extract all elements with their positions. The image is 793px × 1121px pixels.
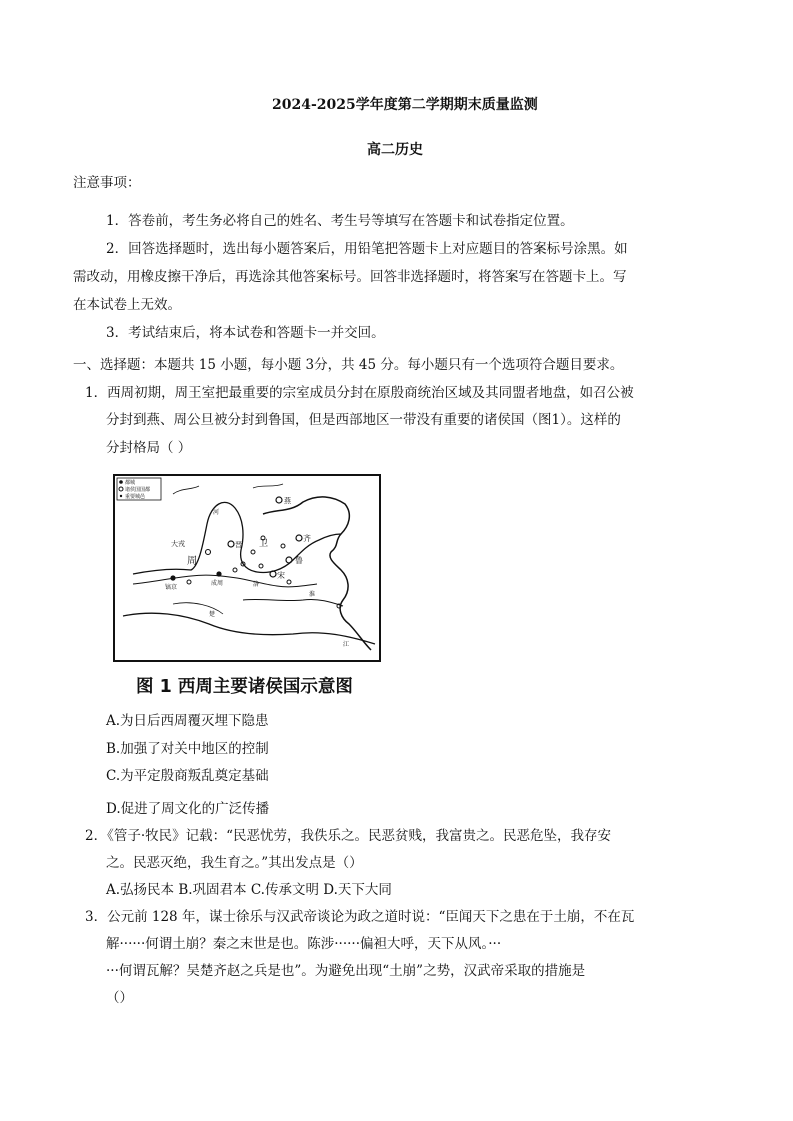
q3-line-3: ···何谓瓦解？吴楚齐赵之兵是也”。为避免出现“土崩”之势，汉武帝采取的措施是: [106, 963, 586, 979]
figure-caption: 图 1 西周主要诸侯国示意图: [136, 677, 353, 697]
legend-capital: 都城: [125, 480, 136, 486]
q1-option-b: B.加强了对关中地区的控制: [106, 741, 269, 757]
label-jiang: 江: [343, 641, 350, 648]
q3-line-2: 解······何谓土崩？秦之末世是也。陈涉······偏袒大呼，天下从风。···: [106, 936, 502, 952]
q1-line-3: 分封格局（ ）: [106, 440, 192, 456]
q1-option-c: C.为平定殷商叛乱奠定基础: [106, 768, 269, 784]
label-darong: 大戎: [171, 540, 185, 548]
exam-title: 2024-2025学年度第二学期期末质量监测: [272, 97, 538, 113]
label-chengzhou: 成周: [211, 580, 224, 587]
label-zhou: 周: [187, 556, 197, 567]
label-haojing: 镐京: [165, 584, 178, 591]
label-luo: 洛: [253, 581, 260, 588]
q2-options: A.弘扬民本 B.巩固君本 C.传承文明 D.天下大同: [106, 882, 392, 898]
label-qi: 齐: [303, 534, 311, 543]
q3-line-1: 3．公元前 128 年，谋士徐乐与汉武帝谈论为政之道时说：“臣闻天下之患在于土崩，不在瓦: [85, 909, 635, 925]
section-heading: 一、选择题：本题共 15 小题，每小题 3分，共 45 分。每小题只有一个选项符合题目要求。: [73, 357, 624, 373]
legend-city: 重要城邑: [125, 494, 146, 500]
subject-title: 高二历史: [367, 142, 423, 158]
label-jin: 晋: [235, 541, 242, 549]
western-zhou-map: [113, 474, 381, 662]
q3-line-4: （）: [106, 990, 133, 1006]
label-huai: 淮: [309, 591, 316, 598]
notice-item-2-line-1: 2．回答选择题时，选出每小题答案后，用铅笔把答题卡上对应题目的答案标号涂黑。如: [106, 241, 628, 257]
q1-line-2: 分封到燕、周公旦被分封到鲁国，但是西部地区一带没有重要的诸侯国（图1）。这样的: [106, 412, 621, 428]
notice-item-2-line-3: 在本试卷上无效。: [73, 297, 181, 313]
label-chu: 楚: [209, 611, 216, 618]
notice-item-1: 1．答卷前，考生务必将自己的姓名、考生号等填写在答题卡和试卷指定位置。: [106, 213, 574, 229]
q2-line-2: 之。民恶灭绝，我生育之。”其出发点是（）: [106, 855, 363, 871]
label-lu: 鲁: [295, 556, 303, 565]
q1-line-1: 1．西周初期，周王室把最重要的宗室成员分封在原殷商统治区域及其同盟者地盘，如召公被: [85, 385, 634, 401]
legend-vassal-capital: 诸侯国国都: [125, 487, 151, 493]
q2-line-1: 2．《管子·牧民》记载：“民恶忧劳，我佚乐之。民恶贫贱，我富贵之。民恶危坠，我存安: [85, 828, 612, 844]
label-wei: 卫: [259, 539, 269, 549]
notice-heading: 注意事项：: [73, 175, 141, 191]
notice-item-3: 3．考试结束后，将本试卷和答题卡一并交回。: [106, 325, 385, 341]
label-yan: 燕: [284, 497, 291, 505]
label-he: 河: [213, 509, 220, 516]
label-song: 宋: [277, 571, 285, 580]
notice-item-2-line-2: 需改动，用橡皮擦干净后，再选涂其他答案标号。回答非选择题时，将答案写在答题卡上。写: [73, 269, 627, 285]
q1-option-d: D.促进了周文化的广泛传播: [106, 801, 270, 817]
q1-option-a: A.为日后西周覆灭埋下隐患: [106, 713, 269, 729]
